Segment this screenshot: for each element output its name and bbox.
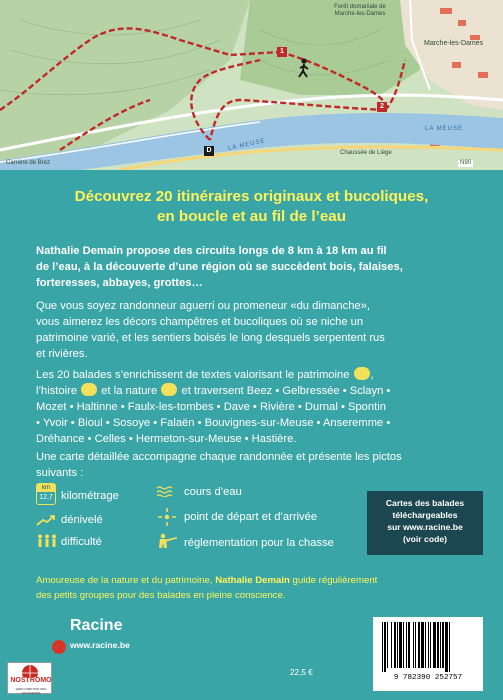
download-maps-box — [367, 491, 483, 555]
audience-line-1: Que vous soyez randonneur aguerri ou promeneur «du dimanche», — [36, 300, 370, 312]
legend-kilometrage: kilométrage — [61, 490, 119, 502]
legend-intro-line-1: Une carte détaillée accompagne chaque randonnée et présente les pictos — [36, 451, 402, 463]
nature-icon — [161, 383, 177, 396]
map-label-village: Marche-les-Dames — [424, 40, 484, 47]
villages-line-2c: et traversent Beez • Gelbressée • Sclayn • — [181, 385, 391, 397]
route-marker-1: 1 — [277, 47, 287, 57]
elevation-icon — [36, 514, 56, 526]
start-point-icon — [158, 508, 176, 526]
author-line-1c: guide régulièrement — [289, 575, 378, 586]
download-line-4: (voir code) — [403, 534, 447, 544]
author-name: Nathalie Demain — [215, 575, 290, 586]
distance-badge-value: 12,7 — [39, 494, 53, 501]
publisher-website: www.racine.be — [70, 640, 130, 650]
audience-paragraph — [36, 298, 482, 362]
author-line-1a: Amoureuse de la nature et du patrimoine, — [36, 575, 216, 586]
map-excerpt — [0, 0, 503, 170]
distance-badge-unit: km — [37, 484, 55, 492]
pictogram-legend — [36, 483, 356, 555]
legend-difficulte: difficulté — [61, 536, 102, 548]
legend-intro-line-2: suivants : — [36, 467, 84, 479]
villages-line-1: Les 20 balades s’enrichissent de textes valorisant le patrimoine — [36, 369, 350, 381]
author-bio — [36, 573, 482, 603]
retailer-stamp-name: NOSTROMO — [10, 677, 52, 684]
villages-line-4: • Yvoir • Bioul • Sosoye • Falaën • Bouvignes-sur-Meuse • Anseremme • — [36, 417, 391, 429]
download-line-1: Cartes des balades — [385, 498, 465, 508]
legend-cours-eau: cours d’eau — [184, 486, 242, 498]
download-line-2: téléchargeables — [392, 510, 458, 520]
legend-intro — [36, 449, 482, 481]
audience-line-4: et rivières. — [36, 348, 88, 360]
difficulty-icon — [36, 534, 58, 548]
legend-denivele: dénivelé — [61, 514, 103, 526]
villages-line-3: Mozet • Haltinne • Faulx-les-tombes • Dave • Rivière • Durnal • Spontin — [36, 401, 386, 413]
publisher-logo: Racine — [70, 617, 123, 634]
water-icon — [156, 485, 176, 497]
isbn-number: 9 782390 252757 — [393, 674, 463, 682]
headline-line-2: en boucle et au fil de l’eau — [156, 208, 347, 225]
map-label-forest: Forêt domaniale de Marche-les-Dames — [334, 4, 386, 17]
hunter-icon — [156, 533, 178, 549]
map-label-quarry: Carrière de Brez — [6, 160, 51, 166]
headline — [20, 187, 483, 227]
distance-badge-icon — [36, 483, 56, 505]
publisher-logo-mark — [52, 640, 66, 654]
barcode — [373, 617, 483, 691]
legend-chasse: réglementation pour la chasse — [184, 537, 334, 549]
history-icon — [81, 383, 97, 396]
price-label: 22,5 € — [290, 668, 313, 677]
intro-paragraph — [36, 243, 482, 291]
villages-paragraph: Les 20 balades s’enrichissent de textes valorisant le patrimoine , l’histoire et la nature et traversent Beez • Gelbressée • Sclayn • Mozet • Haltinne • Faulx-les-tombes • Dave • Rivière • Durnal • Spontin • Yvoir • Bioul • Sosoye • Falaën • Bouvignes-sur-Meuse • Anseremme • Dréhance • Celles • Hermeton-sur-Meuse • Hastière. — [36, 367, 482, 447]
audience-line-2: vous aimerez les décors champêtres et bucoliques où se niche un — [36, 316, 364, 328]
audience-line-3: patrimoine varié, et les sentiers boisés le long desquels serpentent rus — [36, 332, 385, 344]
heritage-icon — [354, 367, 370, 380]
villages-line-5: Dréhance • Celles • Hermeton-sur-Meuse • Hastière. — [36, 433, 297, 445]
retailer-stamp — [7, 662, 52, 694]
barcode-bars — [381, 622, 475, 672]
route-marker-start: D — [204, 146, 214, 156]
villages-line-2a: l’histoire — [36, 385, 78, 397]
retailer-stamp-logo — [8, 663, 53, 677]
route-marker-2: 2 — [377, 102, 387, 112]
intro-line-3: forteresses, abbayes, grottes… — [36, 277, 203, 289]
author-line-2: des petits groupes pour des balades en pleine conscience. — [36, 590, 286, 601]
retailer-stamp-sub: WEB COMPTOIR DES VOYAGEURS — [15, 687, 47, 695]
map-label-river-1: LA MEUSE — [227, 138, 267, 152]
map-label-road: Chaussée de Liège — [340, 150, 392, 156]
intro-line-2: de l’eau, à la découverte d’une région où se succèdent bois, falaises, — [36, 261, 403, 273]
intro-line-1: Nathalie Demain propose des circuits longs de 8 km à 18 km au fil — [36, 245, 387, 257]
download-line-3: sur www.racine.be — [387, 522, 463, 532]
headline-line-1: Découvrez 20 itinéraires originaux et bucoliques, — [74, 188, 429, 205]
villages-line-2b: et la nature — [101, 385, 158, 397]
map-label-route: N90 — [460, 160, 472, 166]
legend-depart: point de départ et d’arrivée — [184, 511, 318, 523]
map-label-river-2: LA MEUSE — [425, 126, 464, 132]
